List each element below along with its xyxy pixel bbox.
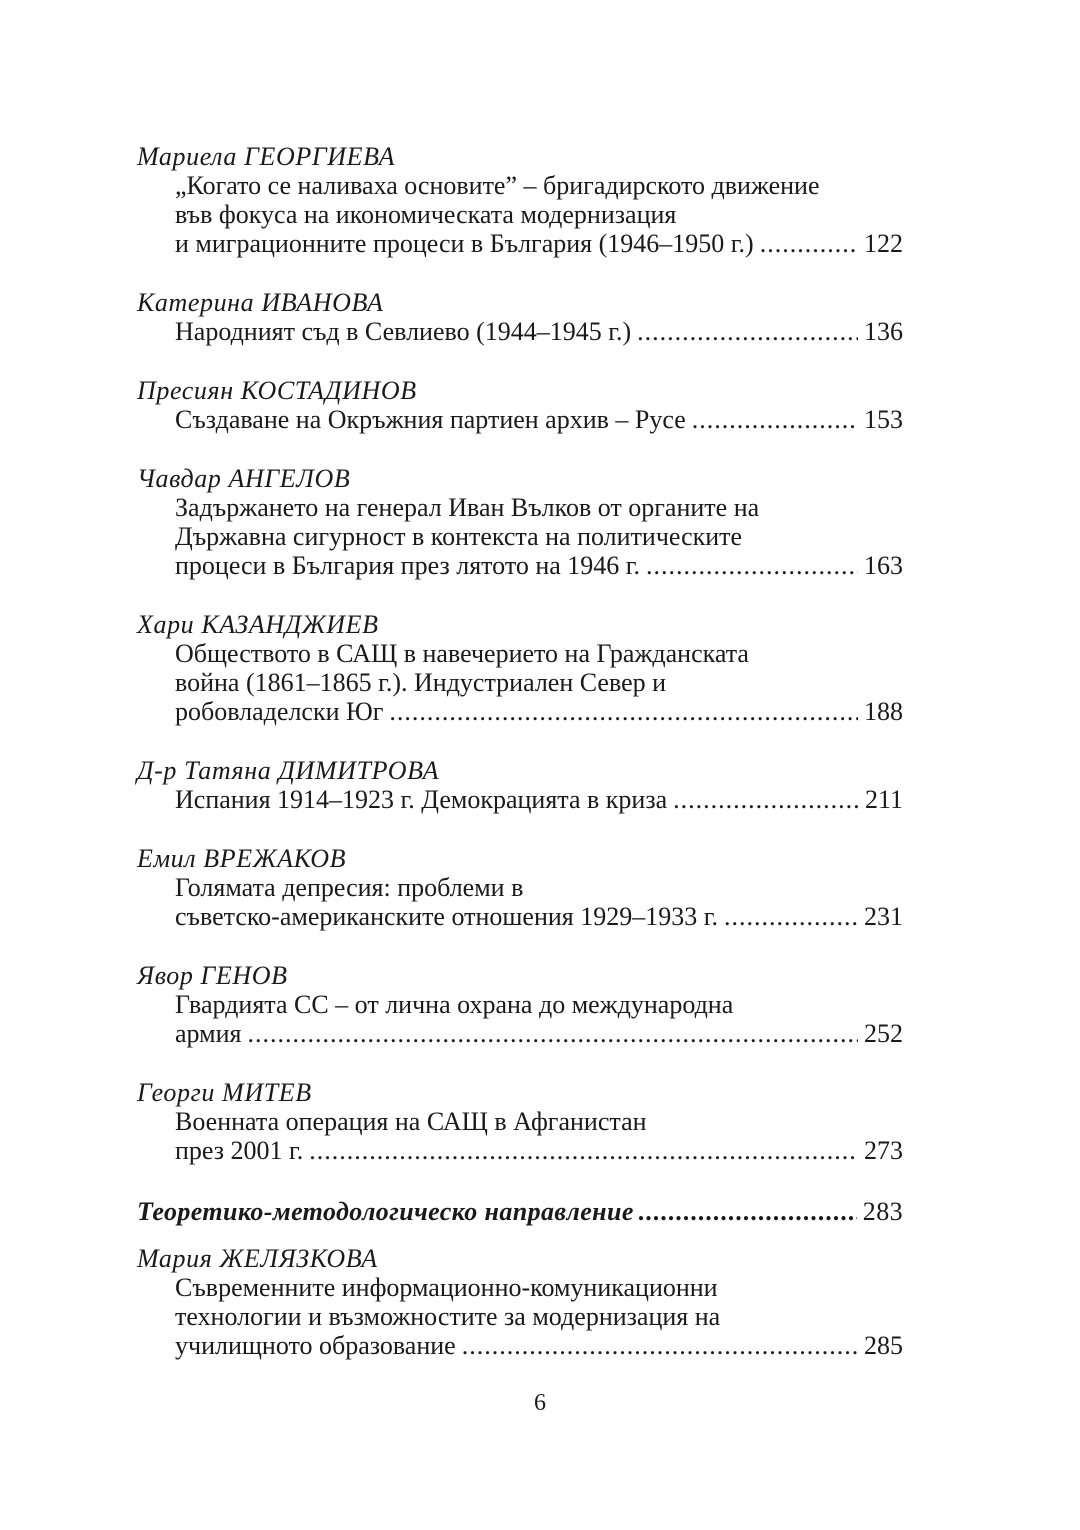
- entry-title-line: технологии и възможностите за модернизация на: [175, 1302, 721, 1331]
- entry-page-number: 188: [864, 697, 903, 726]
- section-title: Теоретико-методологическо направление: [137, 1197, 634, 1226]
- entry-page-number: 153: [864, 405, 903, 434]
- entry-title-line: Държавна сигурност в контекста на политическите: [175, 522, 743, 551]
- entry-author: Пресиян КОСТАДИНОВ: [137, 376, 417, 405]
- entry-title-last-line[interactable]: [175, 902, 903, 931]
- entry-author: Георги МИТЕВ: [137, 1078, 312, 1107]
- toc-entry: [137, 756, 903, 814]
- leader-dots: [462, 1331, 858, 1360]
- leader-dots: [638, 1197, 857, 1226]
- entry-title-line: Обществото в САЩ в навечерието на Гражданската: [175, 639, 749, 668]
- entry-title-line: Гвардията СС – от лична охрана до международна: [175, 990, 734, 1019]
- toc-entry: [137, 1078, 903, 1165]
- leader-dots: [724, 902, 858, 931]
- entry-title: [137, 317, 903, 346]
- entry-title-line: робовладелски Юг: [175, 697, 384, 726]
- leader-dots: [646, 551, 858, 580]
- entry-title: [137, 1107, 903, 1165]
- entry-page-number: 122: [864, 229, 903, 258]
- entry-title-last-line[interactable]: [175, 785, 903, 814]
- entry-title-last-line[interactable]: [175, 317, 903, 346]
- toc-entry: [137, 288, 903, 346]
- entry-title-last-line[interactable]: [175, 551, 903, 580]
- entry-title-line: процеси в България през лятото на 1946 г.: [175, 551, 641, 580]
- entry-page-number: 163: [864, 551, 903, 580]
- entry-author: Мариела ГЕОРГИЕВА: [137, 142, 396, 171]
- section-heading[interactable]: [137, 1197, 903, 1226]
- leader-dots: [247, 1019, 858, 1048]
- entry-title-last-line[interactable]: [175, 1136, 903, 1165]
- entry-page-number: 252: [864, 1019, 903, 1048]
- toc-entry: [137, 961, 903, 1048]
- table-of-contents: [137, 142, 903, 1360]
- entry-author: Мария ЖЕЛЯЗКОВА: [137, 1244, 378, 1273]
- entry-page-number: 136: [864, 317, 903, 346]
- page-number: 6: [534, 1390, 546, 1416]
- entry-author: Емил ВРЕЖАКОВ: [137, 844, 347, 873]
- entry-title-last-line[interactable]: [175, 1331, 903, 1360]
- entry-author: Катерина ИВАНОВА: [137, 288, 384, 317]
- entry-author: Д-р Татяна ДИМИТРОВА: [137, 756, 440, 785]
- leader-dots: [673, 785, 859, 814]
- toc-entry: [137, 376, 903, 434]
- leader-dots: [637, 317, 858, 346]
- toc-entry: [137, 844, 903, 931]
- entry-title-line: Народният съд в Севлиево (1944–1945 г.): [175, 317, 632, 346]
- entry-title-line: училищното образование: [175, 1331, 456, 1360]
- entry-page-number: 273: [864, 1136, 903, 1165]
- entry-title-line: съветско-американските отношения 1929–1933 г.: [175, 902, 718, 931]
- entry-page-number: 211: [864, 785, 903, 814]
- entry-title-line: Съвременните информационно-комуникационни: [175, 1273, 718, 1302]
- entry-title: [137, 639, 903, 726]
- entry-author: Хари КАЗАНДЖИЕВ: [137, 610, 379, 639]
- leader-dots: [309, 1136, 858, 1165]
- entry-title: [137, 171, 903, 258]
- entry-title-line: Голямата депресия: проблеми в: [175, 873, 524, 902]
- toc-entry: [137, 610, 903, 726]
- leader-dots: [389, 697, 858, 726]
- entry-title-last-line[interactable]: [175, 229, 903, 258]
- entry-title-line: Военната операция на САЩ в Афганистан: [175, 1107, 647, 1136]
- entry-title-line: „Когато се наливаха основите” – бригадирското движение: [175, 171, 820, 200]
- toc-entry: [137, 142, 903, 258]
- toc-entry: [137, 1244, 903, 1360]
- entry-title: [137, 405, 903, 434]
- entry-title-line: Създаване на Окръжния партиен архив – Русе: [175, 405, 686, 434]
- leader-dots: [692, 405, 858, 434]
- entry-title: [137, 990, 903, 1048]
- entry-title: [137, 493, 903, 580]
- entry-title-line: във фокуса на икономическата модернизация: [175, 200, 677, 229]
- entry-title-last-line[interactable]: [175, 1019, 903, 1048]
- leader-dots: [760, 229, 858, 258]
- entry-title-line: армия: [175, 1019, 242, 1048]
- entry-title: [137, 1273, 903, 1360]
- entry-title-line: през 2001 г.: [175, 1136, 304, 1165]
- entry-title-line: и миграционните процеси в България (1946–1950 г.): [175, 229, 754, 258]
- entry-title-last-line[interactable]: [175, 697, 903, 726]
- entry-title: [137, 873, 903, 931]
- toc-entry: [137, 464, 903, 580]
- entry-author: Чавдар АНГЕЛОВ: [137, 464, 351, 493]
- entry-title: [137, 785, 903, 814]
- entry-page-number: 231: [864, 902, 903, 931]
- entry-title-last-line[interactable]: [175, 405, 903, 434]
- entry-page-number: 285: [864, 1331, 903, 1360]
- entry-title-line: Испания 1914–1923 г. Демокрацията в криза: [175, 785, 668, 814]
- section-page-number: 283: [862, 1197, 903, 1226]
- entry-title-line: война (1861–1865 г.). Индустриален Север и: [175, 668, 667, 697]
- entry-author: Явор ГЕНОВ: [137, 961, 288, 990]
- entry-title-line: Задържането на генерал Иван Вълков от органите на: [175, 493, 760, 522]
